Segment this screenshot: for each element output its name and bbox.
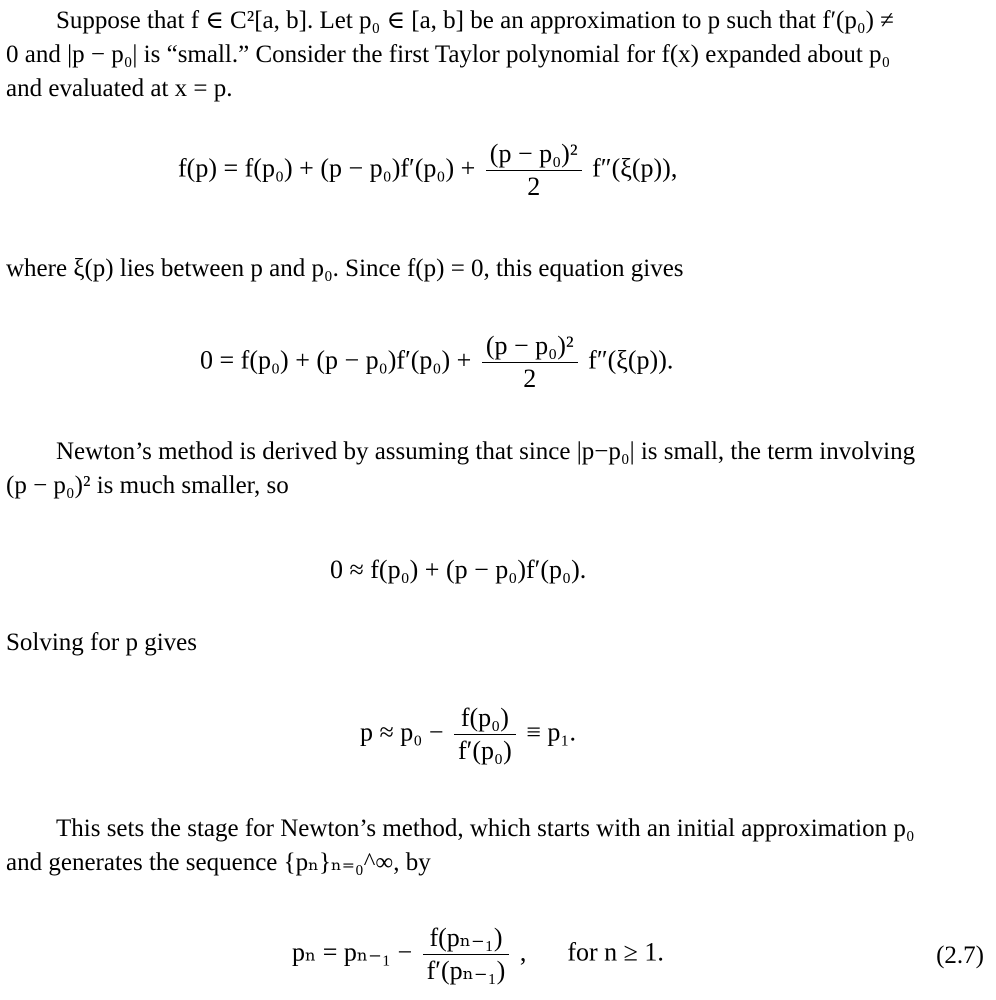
zero-taylor-equation-fraction (482, 330, 578, 395)
linear-approximation-equation: 0 ≈ f(p₀) + (p − p₀)f′(p₀). (330, 555, 587, 584)
taylor-equation-denominator: 2 (527, 172, 541, 201)
newton-iteration-condition: for n ≥ 1. (567, 937, 664, 967)
paragraph-1-line-2: 0 and |p − p₀| is “small.” Consider the first Taylor polynomial for f(x) expanded about p₀ (6, 41, 891, 68)
newton-iteration-fraction (423, 922, 510, 987)
newton-iteration-denominator: f′(pₙ₋₁) (426, 956, 506, 985)
paragraph-4: Solving for p gives (6, 629, 197, 656)
taylor-equation-numerator: (p − p₀)² (486, 138, 582, 171)
zero-taylor-equation (200, 330, 673, 395)
paragraph-1-line-3: and evaluated at x = p. (6, 75, 233, 102)
p1-equation-lhs: p ≈ p₀ − (360, 717, 444, 747)
zero-taylor-equation-rhs: f″(ξ(p)). (588, 345, 674, 375)
newton-iteration-rhs: , (519, 937, 527, 967)
paragraph-5-line-1: This sets the stage for Newton’s method, which starts with an initial approximation p₀ (56, 815, 915, 842)
taylor-equation-lhs: f(p) = f(p₀) + (p − p₀)f′(p₀) + (178, 153, 476, 183)
p1-equation (360, 702, 576, 767)
newton-iteration-numerator: f(pₙ₋₁) (423, 922, 510, 955)
p1-equation-rhs: ≡ p₁. (526, 717, 576, 747)
p1-equation-fraction (454, 702, 516, 767)
newton-iteration-equation (292, 922, 664, 987)
p1-equation-denominator: f′(p₀) (458, 736, 512, 765)
paragraph-1-line-1: Suppose that f ∈ C²[a, b]. Let p₀ ∈ [a, b] be an approximation to p such that f′(p₀) ≠ (56, 7, 894, 34)
paragraph-2: where ξ(p) lies between p and p₀. Since f(p) = 0, this equation gives (6, 255, 684, 282)
zero-taylor-equation-numerator: (p − p₀)² (482, 330, 578, 363)
zero-taylor-equation-lhs: 0 = f(p₀) + (p − p₀)f′(p₀) + (200, 345, 472, 375)
taylor-equation (178, 138, 677, 203)
p1-equation-numerator: f(p₀) (454, 702, 516, 735)
taylor-equation-fraction (486, 138, 582, 203)
equation-number: (2.7) (936, 942, 984, 969)
zero-taylor-equation-denominator: 2 (523, 364, 537, 393)
newton-iteration-lhs: pₙ = pₙ₋₁ − (292, 937, 413, 967)
paragraph-3-line-2: (p − p₀)² is much smaller, so (6, 472, 289, 499)
paragraph-5-line-2: and generates the sequence {pₙ}ₙ₌₀^∞, by (6, 849, 431, 876)
taylor-equation-rhs: f″(ξ(p)), (592, 153, 678, 183)
paragraph-3-line-1: Newton’s method is derived by assuming that since |p−p₀| is small, the term involving (56, 438, 916, 465)
